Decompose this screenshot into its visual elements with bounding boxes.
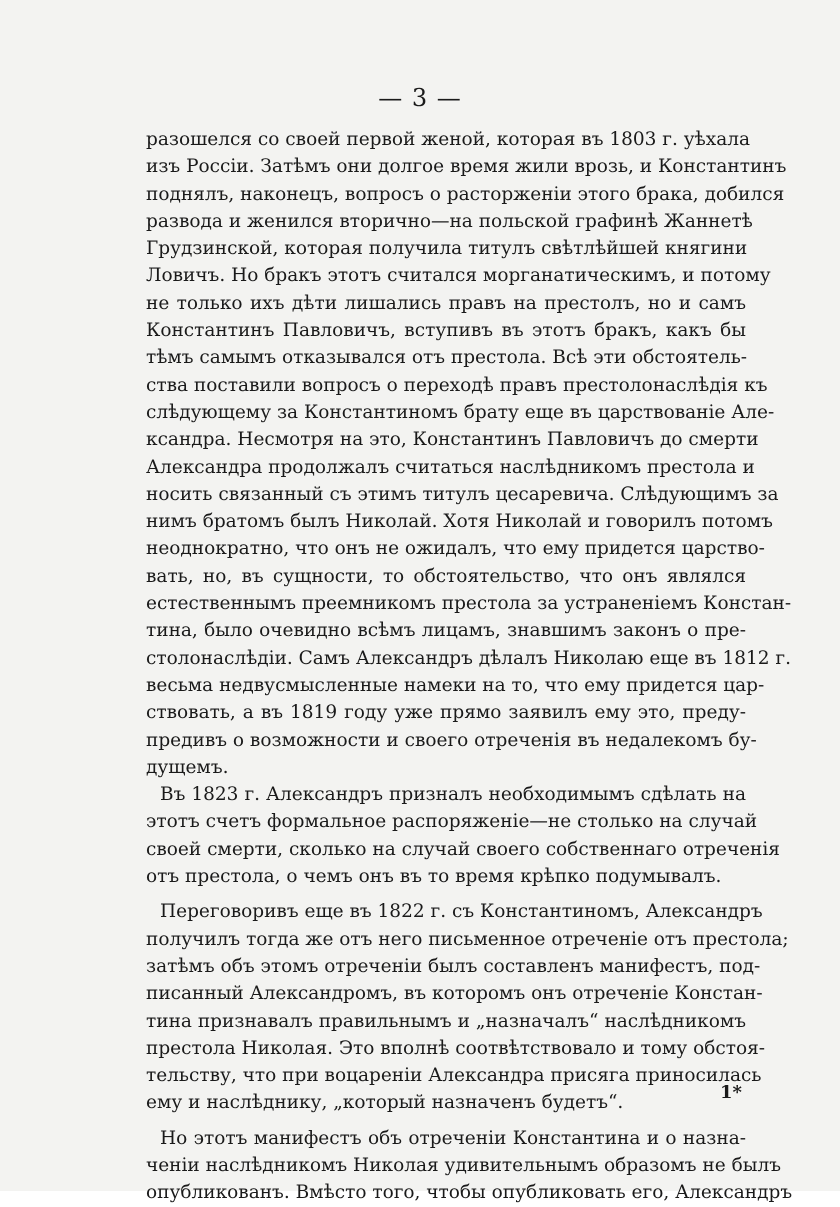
text-line: ему и наслѣднику, „который назначенъ будетъ“. (146, 1092, 624, 1114)
text-line: опубликованъ. Вмѣсто того, чтобы опубликовать его, Александръ (146, 1182, 793, 1204)
text-line: не только ихъ дѣти лишались правъ на престолъ, но и самъ (146, 292, 746, 314)
text-line: предивъ о возможности и своего отреченія въ недалекомъ бу- (146, 729, 757, 751)
text-line: тина признавалъ правильнымъ и „назначалъ“ наслѣдникомъ (146, 1010, 746, 1032)
text-line: носить связанный съ этимъ титулъ цесаревича. Слѣдующимъ за (146, 483, 779, 505)
text-line: ства поставили вопросъ о переходѣ правъ престолонаслѣдія къ (146, 374, 768, 396)
paragraph-1 (146, 126, 792, 781)
text-line: весьма недвусмысленные намеки на то, что ему придется цар- (146, 674, 765, 696)
text-line: Ловичъ. Но бракъ этотъ считался морганатическимъ, и потому (146, 265, 771, 287)
body-text (146, 126, 793, 1207)
text-line: ченіи наслѣдникомъ Николая удивительнымъ образомъ не былъ (146, 1154, 781, 1176)
text-line: разошелся со своей первой женой, которая въ 1803 г. уѣхала (146, 129, 751, 150)
text-line: писанный Александромъ, въ которомъ онъ отреченіе Констан- (146, 983, 763, 1005)
page-number: — 3 — (378, 84, 462, 112)
text-line: тина, было очевидно всѣмъ лицамъ, знавшимъ законъ о пре- (146, 620, 746, 642)
text-line: получилъ тогда же отъ него письменное отреченіе отъ престола; (146, 928, 789, 950)
text-line: тельству, что при воцареніи Александра присяга приносилась (146, 1065, 762, 1087)
text-line: дущемъ. (146, 756, 229, 778)
text-line: отъ престола, о чемъ онъ въ то время крѣпко подумывалъ. (146, 866, 722, 888)
text-line: Александра продолжалъ считаться наслѣдникомъ престола и (146, 456, 755, 478)
text-line: престола Николая. Это вполнѣ соотвѣтствовало и тому обстоя- (146, 1037, 766, 1059)
paragraph-3 (146, 898, 789, 1116)
text-line: Переговоривъ еще въ 1822 г. съ Константиномъ, Александръ (160, 901, 763, 923)
text-line: ствовать, а въ 1819 году уже прямо заявилъ ему это, преду- (146, 702, 746, 724)
text-line: Но этотъ манифестъ объ отреченіи Константина и о назна- (160, 1127, 746, 1149)
text-line: изъ Россіи. Затѣмъ они долгое время жили врозь, и Константинъ (146, 156, 787, 178)
text-line: Въ 1823 г. Александръ призналъ необходимымъ сдѣлать на (160, 784, 746, 806)
signature-mark: 1* (720, 1082, 742, 1103)
text-line: Константинъ Павловичъ, вступивъ въ этотъ бракъ, какъ бы (146, 320, 746, 342)
text-line: нимъ братомъ былъ Николай. Хотя Николай и говорилъ потомъ (146, 511, 773, 533)
text-line: естественнымъ преемникомъ престола за устраненіемъ Констан- (146, 593, 792, 615)
text-line: ксандра. Несмотря на это, Константинъ Павловичъ до смерти (146, 429, 759, 451)
text-line: Грудзинской, которая получила титулъ свѣтлѣйшей княгини (146, 238, 748, 260)
text-line: вать, но, въ сущности, то обстоятельство, что онъ являлся (146, 565, 746, 587)
paragraph-gap (146, 890, 746, 898)
text-line: своей смерти, сколько на случай своего собственнаго отреченія (146, 838, 780, 860)
text-line: столонаслѣдіи. Самъ Александръ дѣлалъ Николаю еще въ 1812 г. (146, 647, 791, 669)
text-line: затѣмъ объ этомъ отреченіи былъ составленъ манифестъ, под- (146, 955, 761, 977)
text-line: слѣдующему за Константиномъ брату еще въ царствованіе Але- (146, 401, 775, 423)
text-line: этотъ счетъ формальное распоряженіе—не столько на случай (146, 811, 758, 833)
text-line: неоднократно, что онъ не ожидалъ, что ему придется царство- (146, 538, 765, 560)
text-line: развода и женился вторично—на польской графинѣ Жаннетѣ (146, 210, 753, 232)
paragraph-gap (146, 1117, 746, 1125)
paragraph-2 (146, 781, 780, 890)
paragraph-4 (146, 1125, 793, 1207)
text-line: поднялъ, наконецъ, вопросъ о расторженіи этого брака, добился (146, 183, 785, 205)
text-line: тѣмъ самымъ отказывался отъ престола. Всѣ эти обстоятель- (146, 347, 748, 369)
